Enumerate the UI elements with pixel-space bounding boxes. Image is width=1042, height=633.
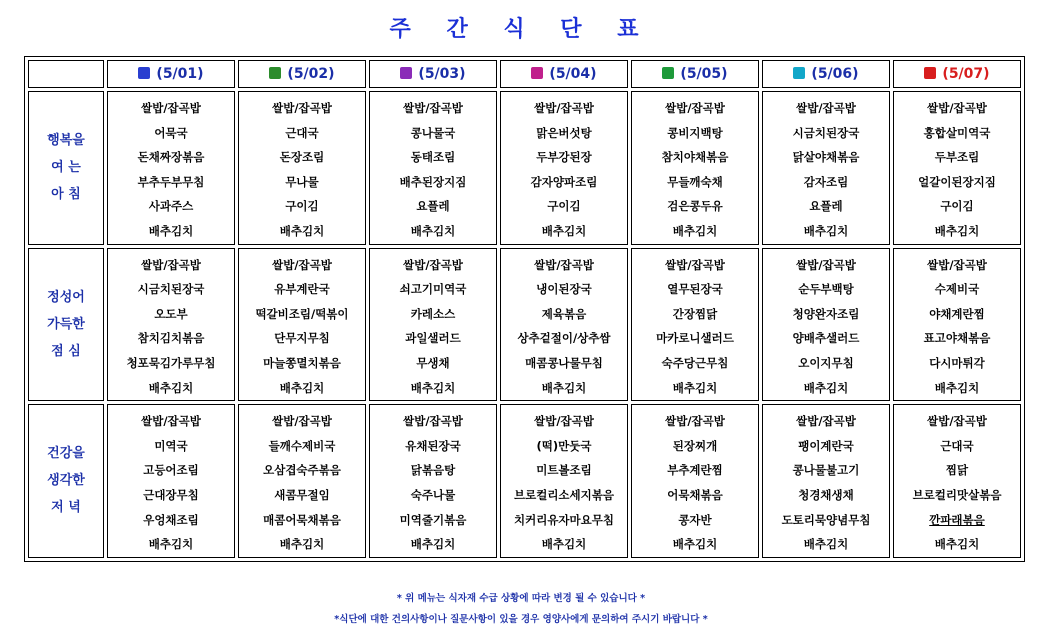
menu-item: 미트볼조림 [536,463,592,478]
menu-item: 마카로니샐러드 [656,331,734,346]
weekly-menu-table [24,56,1025,562]
menu-item: 배추김치 [672,223,718,238]
menu-item: 콩비지백탕 [667,125,723,140]
menu-item: 돈채짜장볶음 [137,150,205,165]
corner-cell [28,60,104,88]
menu-item: 야채계란찜 [929,306,985,321]
menu-cell [107,248,235,402]
menu-item: 청양완자조림 [792,306,860,321]
menu-item: 쌀밥/잡곡밥 [141,257,201,272]
menu-item: 오이지무침 [798,355,854,370]
menu-item: 요플레 [416,199,450,214]
menu-item: 사과주스 [148,199,194,214]
menu-item: 닭살야채볶음 [792,150,860,165]
menu-item: 얼갈이된장지짐 [918,174,996,189]
menu-item: 배추김치 [410,380,456,395]
menu-item: 요플레 [809,199,843,214]
menu-cell [893,91,1021,245]
menu-item: 열무된장국 [667,282,723,297]
menu-item: 쌀밥/잡곡밥 [796,101,856,115]
menu-list [763,92,889,244]
menu-list [108,405,234,557]
menu-item: 부추두부무침 [137,174,205,189]
menu-item: 배추김치 [410,223,456,238]
menu-list [763,405,889,557]
menu-item: 배추김치 [541,223,587,238]
menu-list [108,249,234,401]
menu-cell [238,404,366,558]
menu-item: 배추김치 [672,537,718,552]
menu-item: 청포묵김가루무침 [126,355,216,370]
menu-item: 새콤무절임 [274,487,330,502]
menu-item: 배추김치 [410,537,456,552]
menu-item: 돈장조림 [279,150,325,165]
menu-list [370,249,496,401]
menu-item: 숙주당근무침 [661,355,729,370]
menu-item: 쌀밥/잡곡밥 [403,414,463,429]
page-title: 주 간 식 단 표 [389,17,653,42]
menu-item: 쌀밥/잡곡밥 [141,101,201,115]
menu-item: 유채된장국 [405,438,461,453]
menu-item: 배추김치 [934,537,980,552]
menu-list [239,249,365,401]
menu-item: 순두부백탕 [798,282,854,297]
menu-item: 쌀밥/잡곡밥 [141,414,201,429]
day-header [238,60,366,88]
menu-cell [631,248,759,402]
menu-item: 쇠고기미역국 [399,282,467,297]
menu-item: 맑은버섯탕 [536,125,592,140]
menu-item: 구이김 [940,199,974,214]
menu-item: 찜닭 [945,463,969,478]
menu-item: 배추김치 [541,380,587,395]
menu-item: 닭볶음탕 [410,463,456,478]
menu-item: 간장찜닭 [672,306,718,321]
menu-cell [762,91,890,245]
menu-list [632,92,758,244]
menu-list [894,405,1020,557]
menu-item: 배추김치 [279,223,325,238]
menu-item: 냉이된장국 [536,282,592,297]
meal-row-dinner [28,404,1021,558]
menu-item: 쌀밥/잡곡밥 [927,101,987,115]
menu-list [763,249,889,401]
meal-label-line: 생각한 [47,473,85,489]
menu-list [501,249,627,401]
menu-item: 매콤어묵채볶음 [263,512,341,527]
menu-item: 어묵채볶음 [667,487,723,502]
menu-item: 들깨수제비국 [268,438,336,453]
menu-item: 근대장무침 [143,487,199,502]
menu-item: 배추김치 [148,537,194,552]
meal-label-line: 저 녁 [51,500,81,516]
menu-item: 도토리묵양념무침 [781,512,871,527]
meal-row-lunch [28,248,1021,402]
menu-item: 근대국 [285,125,319,140]
menu-cell [631,91,759,245]
menu-item: 된장찌개 [672,438,718,453]
menu-item: 배추김치 [279,380,325,395]
menu-item: 쌀밥/잡곡밥 [272,257,332,272]
notice-inquiry: *식단에 대한 건의사항이나 질문사항이 있을 경우 영양사에게 문의하여 주시기 바랍니다 * [334,614,708,625]
menu-item: 콩나물국 [410,125,456,140]
menu-item: 검은콩두유 [667,199,723,214]
menu-item: 수제비국 [934,282,980,297]
menu-item: 배추김치 [803,537,849,552]
menu-item: 배추김치 [803,223,849,238]
menu-cell [107,91,235,245]
menu-item: 우엉채조림 [143,512,199,527]
menu-item: 배추된장지짐 [399,174,467,189]
menu-item: 홍합살미역국 [923,125,991,140]
day-header [107,60,235,88]
menu-item: 쌀밥/잡곡밥 [796,414,856,429]
menu-item: 참치김치볶음 [137,331,205,346]
menu-cell [631,404,759,558]
day-date-label: (5/04) [549,66,597,82]
day-header [893,60,1021,88]
day-7-icon [924,67,936,79]
menu-list [239,405,365,557]
menu-item: 오삼겹숙주볶음 [263,463,341,478]
menu-cell [369,404,497,558]
menu-item: 쌀밥/잡곡밥 [665,257,725,272]
menu-item: 고등어조림 [143,463,199,478]
menu-item: 과일샐러드 [405,331,461,346]
menu-item: 두부강된장 [536,150,592,165]
meal-label-line: 아 침 [51,187,81,203]
menu-item: 숙주나물 [410,487,456,502]
day-6-icon [793,67,805,79]
menu-item: 감자양파조림 [530,174,598,189]
menu-cell [369,248,497,402]
menu-item: 상추겉절이/상추쌈 [517,331,611,346]
menu-item: 카레소스 [410,306,456,321]
menu-item: 어묵국 [154,125,188,140]
meal-label-line: 여 는 [51,160,81,176]
menu-item: 배추김치 [541,537,587,552]
menu-item: 청경채생채 [798,487,854,502]
meal-label-line: 건강을 [47,446,85,462]
menu-item: 쌀밥/잡곡밥 [403,257,463,272]
meal-label-breakfast [28,91,104,245]
day-header [762,60,890,88]
menu-item: 시금치된장국 [137,282,205,297]
menu-list [501,405,627,557]
menu-item: 콩나물불고기 [792,463,860,478]
day-4-icon [531,67,543,79]
menu-item: 배추김치 [672,380,718,395]
menu-item: 쌀밥/잡곡밥 [534,257,594,272]
menu-item: 단무지무침 [274,331,330,346]
day-2-icon [269,67,281,79]
menu-item: 배추김치 [148,380,194,395]
menu-item: 참치야채볶음 [661,150,729,165]
meal-row-breakfast [28,91,1021,245]
header-row [28,60,1021,88]
menu-item: 미역국 [154,438,188,453]
menu-item: 유부계란국 [274,282,330,297]
notice-change: * 위 메뉴는 식자재 수급 상황에 따라 변경 될 수 있습니다 * [396,593,646,604]
menu-item: 무생채 [416,355,450,370]
menu-list [370,405,496,557]
menu-item: 배추김치 [148,223,194,238]
menu-item: 쌀밥/잡곡밥 [665,414,725,429]
meal-label-line: 가득한 [47,316,85,332]
menu-item: 배추김치 [934,223,980,238]
menu-item: 오도부 [154,306,188,321]
menu-item: 브로컬리맛살볶음 [912,487,1002,502]
menu-item: 양배추샐러드 [792,331,860,346]
meal-label-line: 행복을 [47,133,85,149]
menu-item: 콩자반 [678,512,712,527]
menu-item: 배추김치 [934,380,980,395]
menu-cell [238,248,366,402]
meal-label-lunch [28,248,104,402]
menu-cell [369,91,497,245]
menu-item: 매콤콩나물무침 [525,355,603,370]
menu-item: 팽이계란국 [798,438,854,453]
menu-item: 떡갈비조림/떡볶이 [255,306,349,321]
menu-item: 부추계란찜 [667,463,723,478]
day-date-label: (5/07) [942,66,990,82]
menu-item: 브로컬리소세지볶음 [514,487,614,502]
menu-item: 무나물 [285,174,319,189]
menu-item: 배추김치 [803,380,849,395]
meal-label-line: 점 심 [51,343,81,359]
day-5-icon [662,67,674,79]
menu-list [370,92,496,244]
menu-cell [893,248,1021,402]
menu-item: 다시마튀각 [929,355,985,370]
menu-item: 배추김치 [279,537,325,552]
menu-list [894,249,1020,401]
menu-item: 쌀밥/잡곡밥 [403,101,463,115]
menu-cell [893,404,1021,558]
menu-list [239,92,365,244]
menu-item: 쌀밥/잡곡밥 [665,101,725,115]
day-date-label: (5/05) [680,66,728,82]
menu-item: 깐파래볶음 [929,512,985,527]
menu-list [894,92,1020,244]
menu-item: 마늘쫑멸치볶음 [263,355,341,370]
menu-item: 제육볶음 [541,306,587,321]
day-date-label: (5/02) [287,66,335,82]
menu-cell [500,404,628,558]
menu-item: 구이김 [547,199,581,214]
menu-item: 감자조림 [803,174,849,189]
day-header [369,60,497,88]
menu-item: 무들깨숙채 [667,174,723,189]
menu-cell [500,248,628,402]
menu-item: 미역줄기볶음 [399,512,467,527]
menu-cell [238,91,366,245]
menu-item: 쌀밥/잡곡밥 [534,414,594,429]
meal-label-dinner [28,404,104,558]
menu-item: (떡)만둣국 [536,438,592,453]
menu-item: 시금치된장국 [792,125,860,140]
menu-cell [107,404,235,558]
menu-item: 쌀밥/잡곡밥 [534,101,594,115]
menu-cell [762,248,890,402]
day-date-label: (5/03) [418,66,466,82]
menu-list [108,92,234,244]
menu-item: 쌀밥/잡곡밥 [927,414,987,429]
menu-list [501,92,627,244]
menu-cell [762,404,890,558]
menu-item: 표고야채볶음 [923,331,991,346]
day-date-label: (5/06) [811,66,859,82]
menu-item: 쌀밥/잡곡밥 [796,257,856,272]
day-header [631,60,759,88]
day-date-label: (5/01) [156,66,204,82]
menu-item: 쌀밥/잡곡밥 [927,257,987,272]
day-header [500,60,628,88]
menu-item: 쌀밥/잡곡밥 [272,414,332,429]
menu-item: 근대국 [940,438,974,453]
menu-item: 구이김 [285,199,319,214]
day-3-icon [400,67,412,79]
menu-list [632,249,758,401]
meal-label-line: 정성어 [47,289,85,305]
day-1-icon [138,67,150,79]
menu-list [632,405,758,557]
menu-item: 동태조림 [410,150,456,165]
menu-item: 쌀밥/잡곡밥 [272,101,332,115]
menu-item: 두부조림 [934,150,980,165]
menu-cell [500,91,628,245]
menu-item: 치커리유자마요무침 [514,512,614,527]
